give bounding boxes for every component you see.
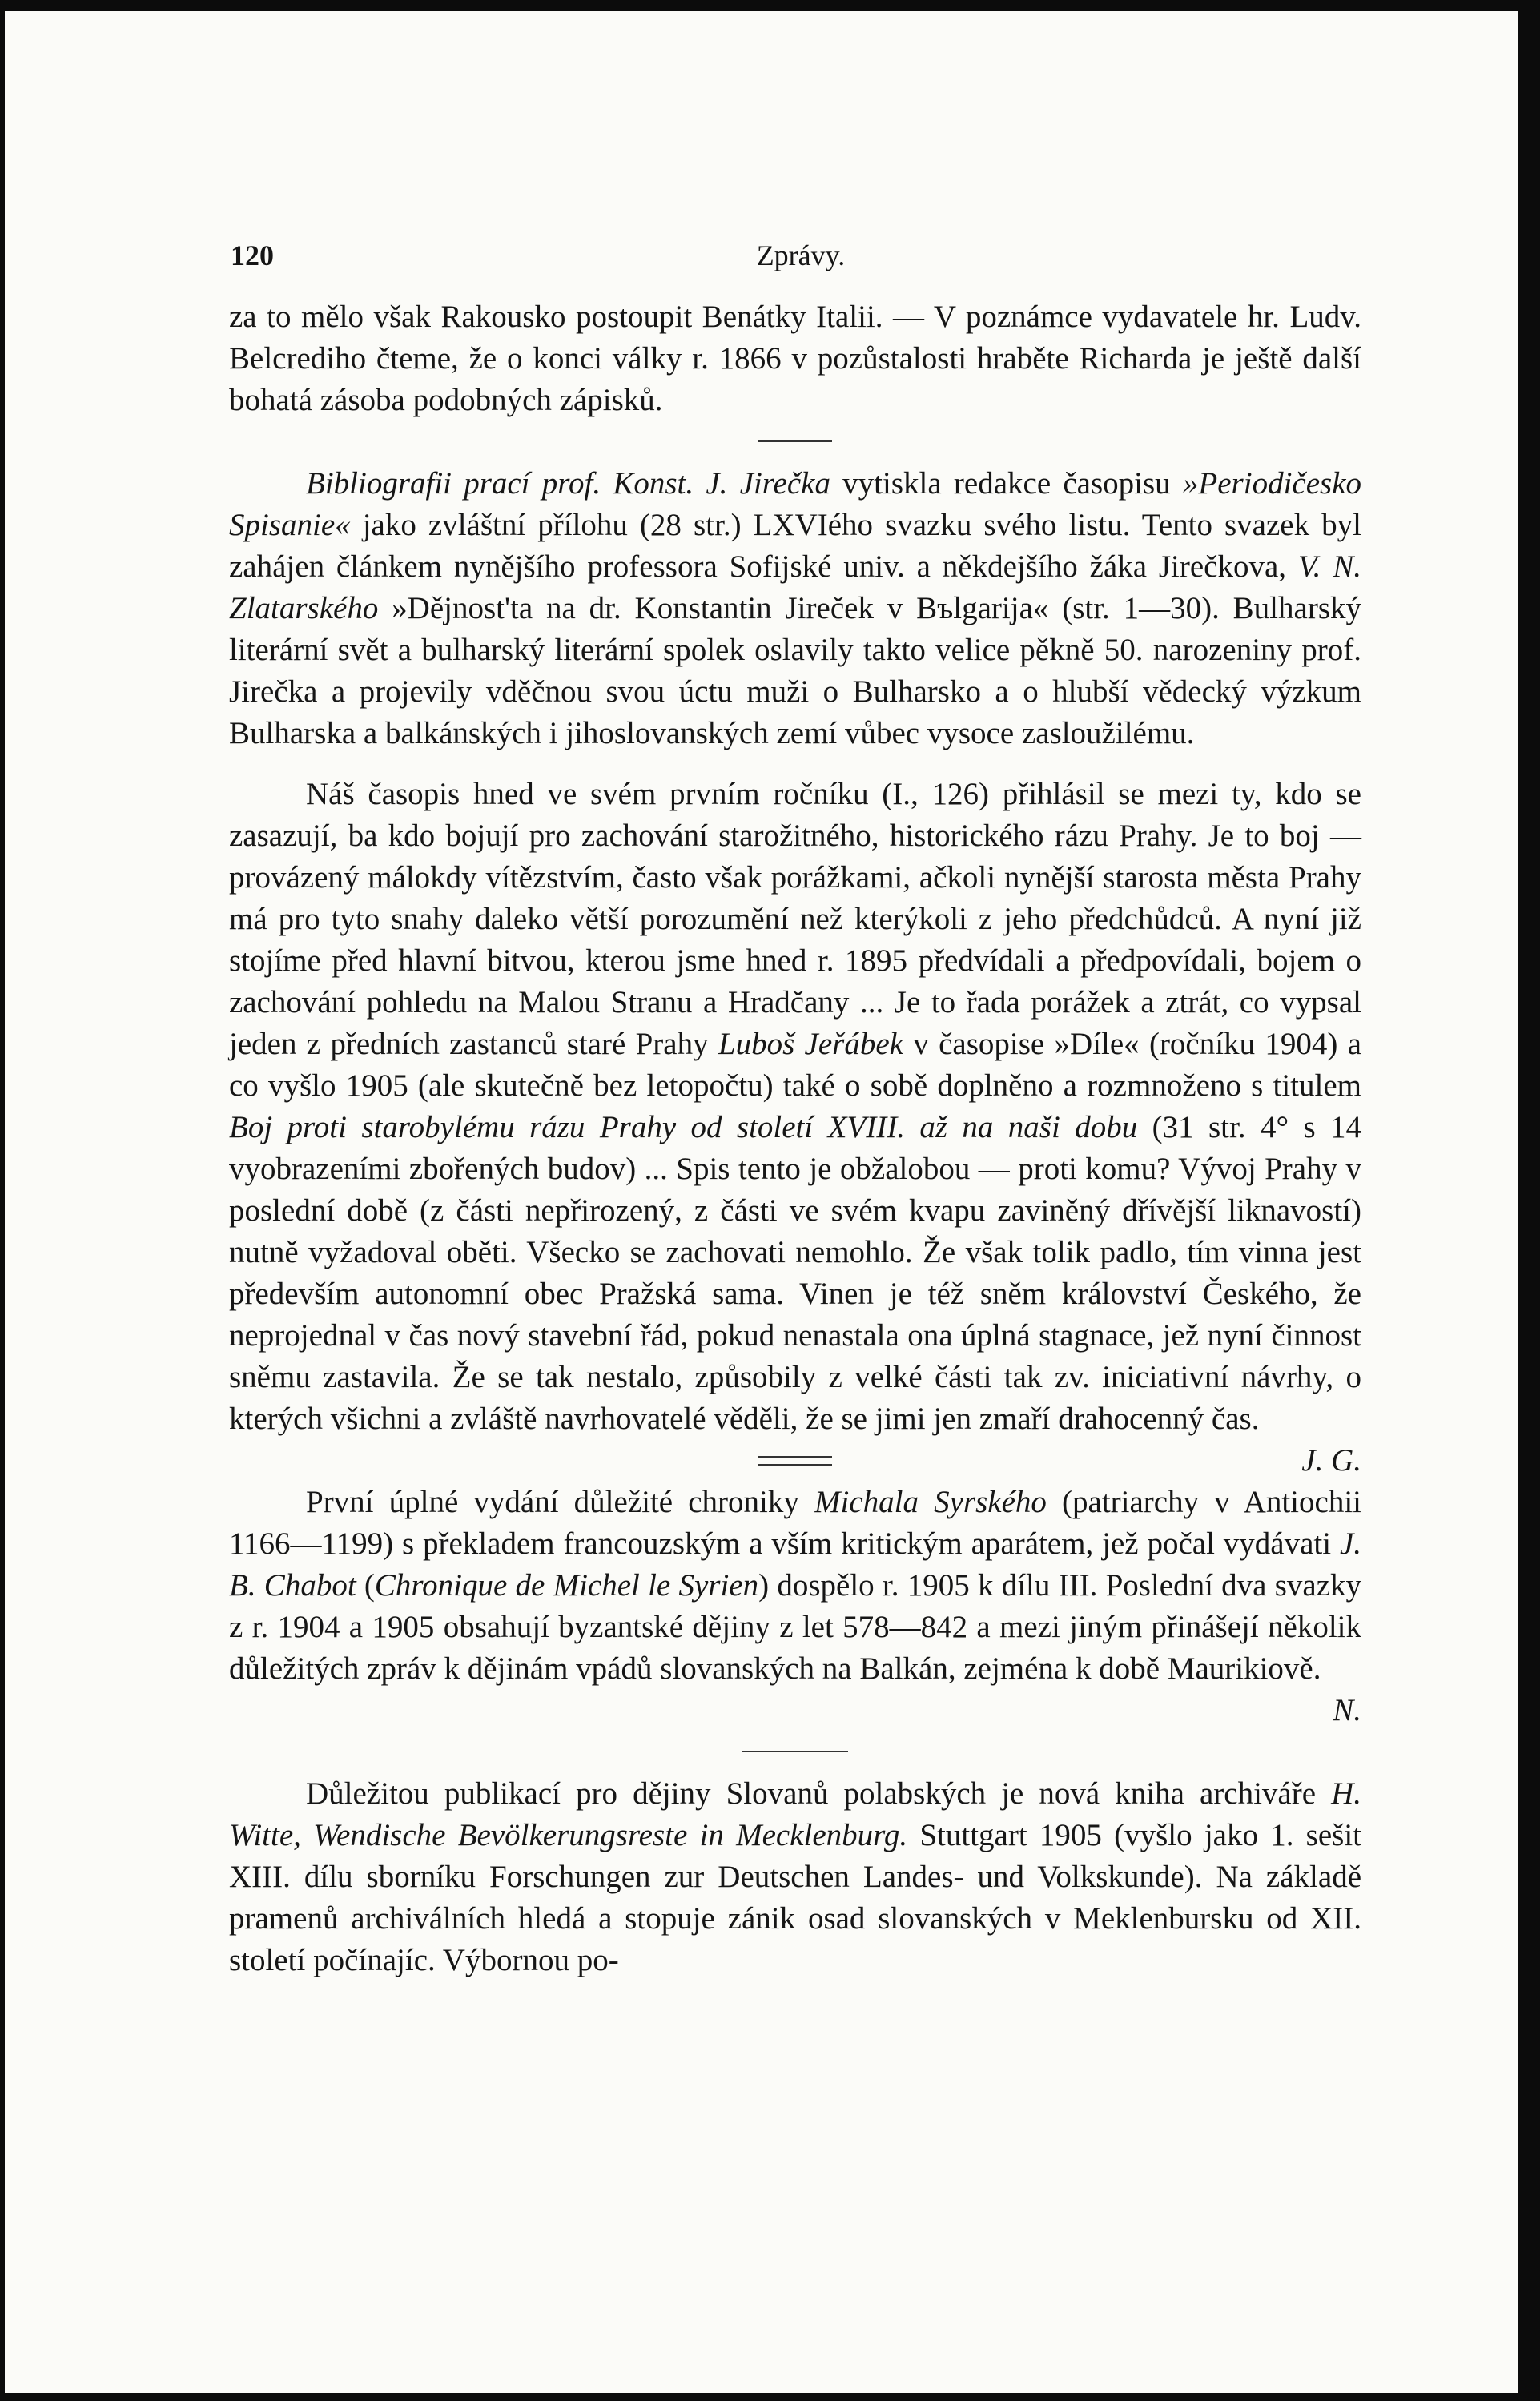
paragraph-continuation: za to mělo však Rakousko postoupit Benátky Italii. — V poznámce vydavatele hr. Ludv. Belcrediho čteme, že o konci války r. 1866 v pozůstalosti hraběte Richarda je ještě další bohatá zásoba podobných zápisků. xyxy=(229,300,1361,417)
bibliography-title: Bibliografii prací prof. Konst. J. Jirečka xyxy=(306,466,830,501)
author-name: Luboš Jeřábek xyxy=(718,1027,903,1061)
journal-title: »Periodičesko Spisanie« xyxy=(229,466,1362,542)
text-run: v časopise »Díle« (ročníku 1904) a co vyšlo 1905 (ale skutečně bez letopočtu) také o sobě doplněno a rozmnoženo s titulem xyxy=(229,1027,1361,1103)
section-separator xyxy=(229,421,1361,463)
text-run: ) dospělo r. 1905 k dílu III. Poslední dva svazky z r. 1904 a 1905 obsahují byzantské dějiny z let 578—842 a mezi jiným přinášejí několik důležitých zpráv k dějinám vpádů slovanských na Balkán, zejména k době Maurikiově. xyxy=(229,1568,1362,1686)
text-run: vytiskla redakce časopisu xyxy=(830,466,1183,501)
book-title: H. Witte, Wendische Bevölkerungsreste in Mecklenburg. xyxy=(229,1776,1361,1852)
text-run: (patriarchy v Antiochii 1166—1199) s překladem francouzským a vším kritickým aparátem, jež počal vydávati xyxy=(229,1485,1361,1561)
paragraph-chronicle xyxy=(229,1482,1361,1690)
paragraph-witte xyxy=(229,1773,1361,1981)
article-body xyxy=(229,296,1361,1981)
book-title: Boj proti starobylému rázu Prahy od století XVIII. až na naši dobu xyxy=(229,1110,1138,1144)
section-separator xyxy=(229,1440,1361,1482)
editor-name: J. B. Chabot xyxy=(229,1526,1361,1603)
book-title: Chronique de Michel le Syrien xyxy=(374,1568,759,1603)
text-run: Náš časopis hned ve svém prvním ročníku (I., 126) přihlásil se mezi ty, kdo se zasazují, ba kdo bojují pro zachování starožitného, historického rázu Prahy. Je to boj — provázený málokdy vítězstvím, často však porážkami, ačkoli nynější starosta města Prahy má pro tyto snahy daleko větší porozumění než kterýkoli z jeho předchůdců. A nyní již stojíme před hlavní bitvou, kterou jsme hned r. 1895 předvídali a předpovídali, bojem o zachování pohledu na Malou Stranu a Hradčany ... Je to řada porážek a ztrát, co vypsal jeden z předních zastanců staré Prahy xyxy=(229,777,1361,1061)
author-name: V. N. Zlatarského xyxy=(229,549,1361,625)
text-run: Důležitou publikací pro dějiny Slovanů polabských je nová kniha archiváře xyxy=(306,1776,1332,1811)
paragraph-bibliography xyxy=(229,463,1361,754)
text-run: Stuttgart 1905 (vyšlo jako 1. sešit XIII. dílu sborníku Forschungen zur Deutschen Landes- und Volkskunde). Na základě pramenů archiválních hledá a stopuje zánik osad slovanských v Meklenbursku od XII. století počínajíc. Výbornou po- xyxy=(229,1818,1361,1977)
text-run: »Dějnost'ta na dr. Konstantin Jireček v Bъlgarija« (str. 1—30). Bulharský literární svět a bulharský literární spolek oslavily takto velice pěkně 50. narozeniny prof. Jirečka a projevily vděčnou svou úctu muži o Bulharsko a o hlubší vědecký výzkum Bulharska a balkánských i jihoslovanských zemí vůbec vysoce zasloužilému. xyxy=(229,591,1361,750)
page-header xyxy=(231,232,1371,280)
text-run: ( xyxy=(356,1568,375,1603)
spacer xyxy=(229,754,1361,774)
paragraph-prague xyxy=(229,774,1362,1478)
signature: J. G. xyxy=(1301,1443,1361,1478)
text-run: (31 str. 4° s 14 vyobrazeními zbořených budov) ... Spis tento je obžalobou — proti komu? Vývoj Prahy v poslední době (z části nepřirozený, z části ve svém kvapu zaviněný dřívější liknavostí) nutně vyžadoval oběti. Všecko se zachovati nemohlo. Že však tolik padlo, tím vinna jest především autonomní obec Pražská sama. Vinen je též sněm království Českého, že neprojednal v čas nový stavební řád, pokud nenastala ona úplná stagnace, jež nyní činnost sněmu zastavila. Že se tak nestalo, způsobily z velké části tak zv. iniciativní návrhy, o kterých všichni a zvláště navrhovatelé věděli, že se jimi jen zmaří drahocenný čas. xyxy=(229,1110,1362,1436)
page-number: 120 xyxy=(231,239,274,271)
text-run: jako zvláštní přílohu (28 str.) LXVIého svazku svého listu. Tento svazek byl zahájen článkem nynějšího professora Sofijské univ. a někdejšího žáka Jirečkova, xyxy=(229,508,1361,584)
author-name: Michala Syrského xyxy=(814,1485,1047,1519)
signature: N. xyxy=(1333,1693,1361,1727)
text-run: První úplné vydání důležité chroniky xyxy=(306,1485,814,1519)
section-separator xyxy=(229,1731,1361,1773)
running-title: Zprávy. xyxy=(756,239,846,271)
